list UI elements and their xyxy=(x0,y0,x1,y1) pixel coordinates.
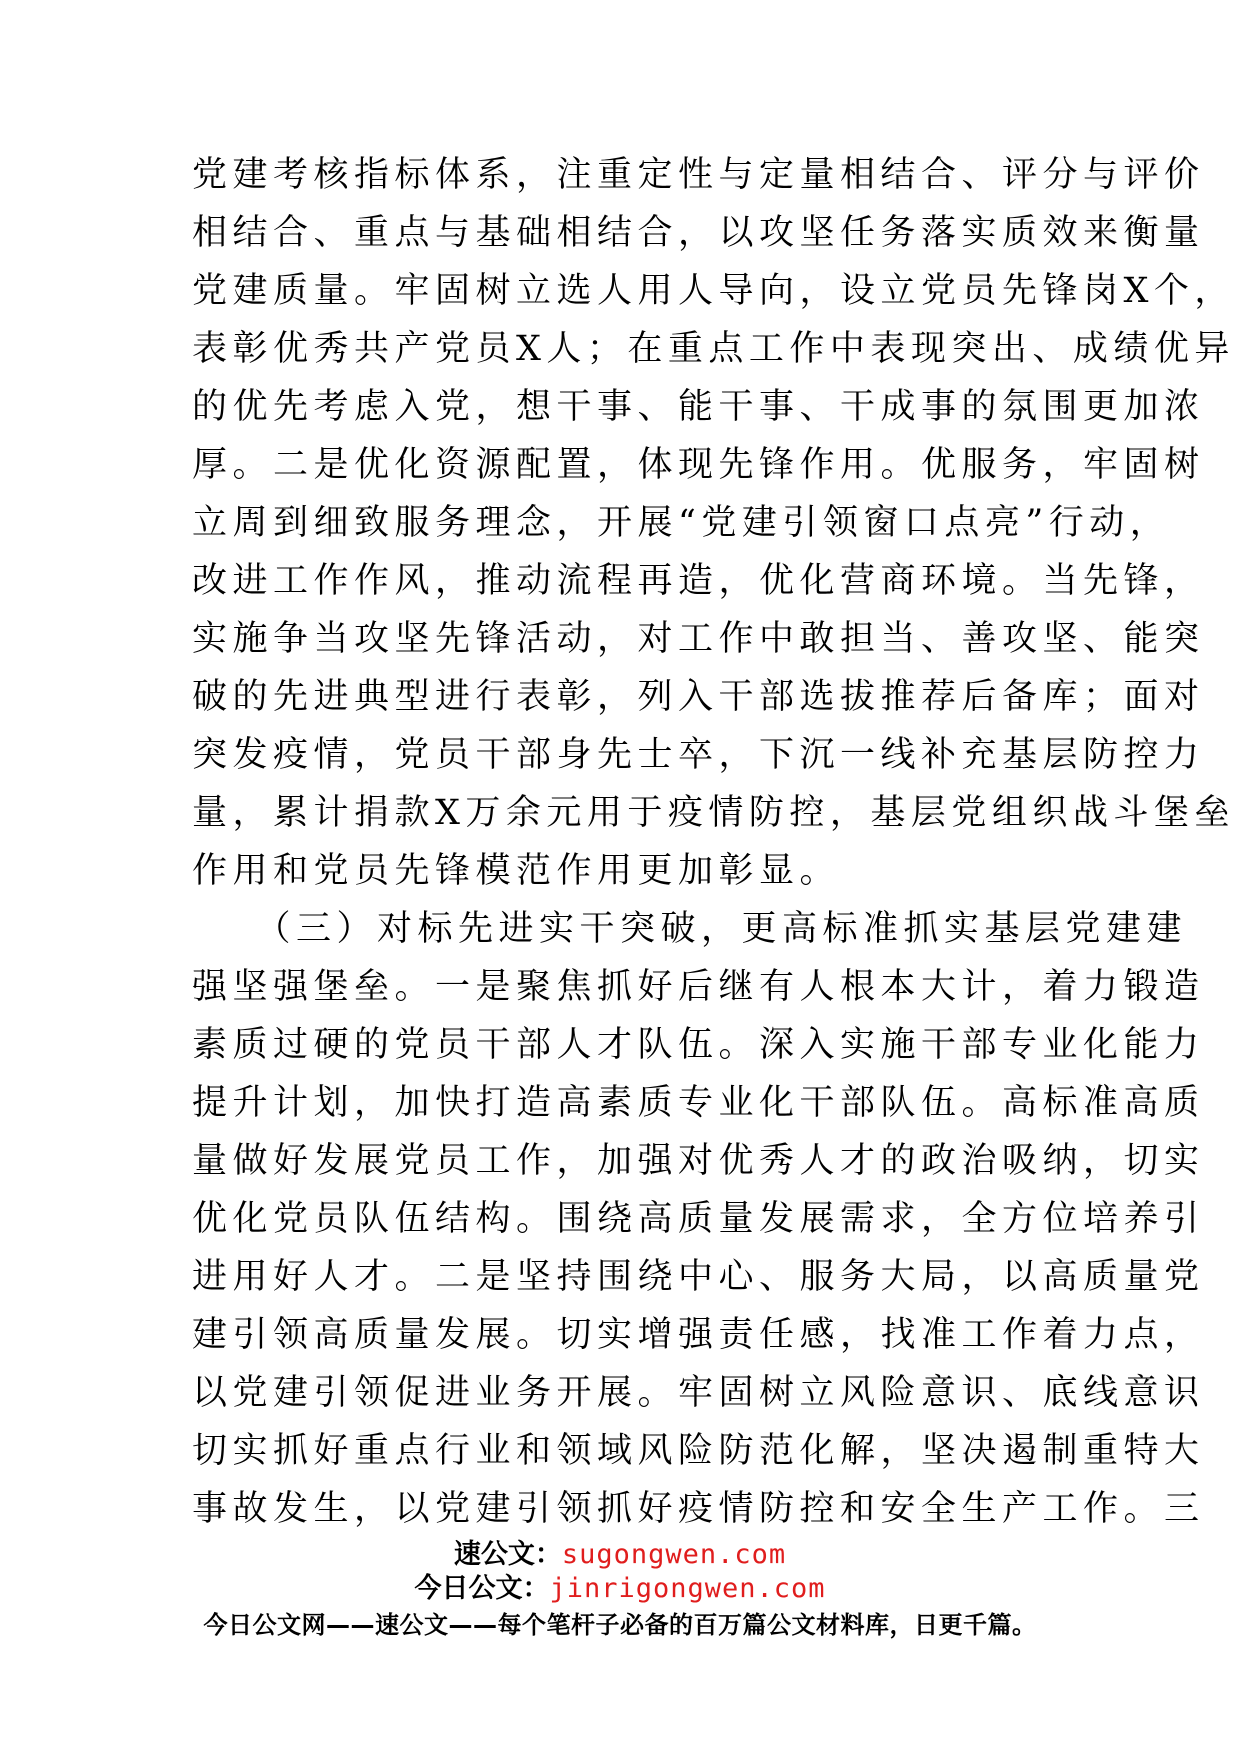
body-text xyxy=(192,146,1235,1538)
text-line: 立周到细致服务理念，开展“党建引领窗口点亮”行动， xyxy=(192,503,1171,543)
text-line: 作用和党员先锋模范作用更加彰显。 xyxy=(192,851,841,891)
site2-line xyxy=(0,1572,1240,1606)
text-line: 相结合、重点与基础相结合，以攻坚任务落实质效来衡量 xyxy=(192,213,1205,253)
site2-label: 今日公文： xyxy=(414,1573,550,1604)
text-line: 强坚强堡垒。一是聚焦抓好后继有人根本大计，着力锻造 xyxy=(192,967,1205,1007)
text-line: 改进工作作风，推动流程再造，优化营商环境。当先锋， xyxy=(192,561,1205,601)
text-line: 厚。二是优化资源配置，体现先锋作用。优服务，牢固树 xyxy=(192,445,1205,485)
text-line: 事故发生，以党建引领抓好疫情防控和安全生产工作。三 xyxy=(192,1489,1205,1529)
text-line: 提升计划，加快打造高素质专业化干部队伍。高标准高质 xyxy=(192,1083,1205,1123)
text-line: 突发疫情，党员干部身先士卒，下沉一线补充基层防控力 xyxy=(192,735,1205,775)
text-line: 建引领高质量发展。切实增强责任感，找准工作着力点， xyxy=(192,1315,1205,1355)
text-line: 切实抓好重点行业和领域风险防范化解，坚决遏制重特大 xyxy=(192,1431,1205,1471)
footer-slogan: 今日公文网——速公文——每个笔杆子必备的百万篇公文材料库，日更千篇。 xyxy=(203,1611,1037,1639)
text-line: 党建考核指标体系，注重定性与定量相结合、评分与评价 xyxy=(192,155,1205,195)
site1-line xyxy=(0,1538,1240,1572)
text-line: 量，累计捐款X万余元用于疫情防控，基层党组织战斗堡垒 xyxy=(192,793,1235,833)
watermark-footer xyxy=(0,1538,1240,1642)
text-line: 素质过硬的党员干部人才队伍。深入实施干部专业化能力 xyxy=(192,1025,1205,1065)
text-line: 优化党员队伍结构。围绕高质量发展需求，全方位培养引 xyxy=(192,1199,1205,1239)
section-heading-line: （三）对标先进实干突破，更高标准抓实基层党建建 xyxy=(192,909,1188,949)
text-line: 党建质量。牢固树立选人用人导向，设立党员先锋岗X个， xyxy=(192,271,1235,311)
text-line: 量做好发展党员工作，加强对优秀人才的政治吸纳，切实 xyxy=(192,1141,1205,1181)
text-line: 破的先进典型进行表彰，列入干部选拔推荐后备库；面对 xyxy=(192,677,1205,717)
site2-link[interactable]: jinrigongwen.com xyxy=(549,1573,826,1604)
site1-label: 速公文： xyxy=(453,1539,562,1570)
text-line: 表彰优秀共产党员X人；在重点工作中表现突出、成绩优异 xyxy=(192,329,1235,369)
site1-link[interactable]: sugongwen.com xyxy=(561,1539,787,1570)
text-line: 进用好人才。二是坚持围绕中心、服务大局，以高质量党 xyxy=(192,1257,1205,1297)
text-line: 实施争当攻坚先锋活动，对工作中敢担当、善攻坚、能突 xyxy=(192,619,1205,659)
text-line: 以党建引领促进业务开展。牢固树立风险意识、底线意识 xyxy=(192,1373,1205,1413)
text-line: 的优先考虑入党，想干事、能干事、干成事的氛围更加浓 xyxy=(192,387,1205,427)
